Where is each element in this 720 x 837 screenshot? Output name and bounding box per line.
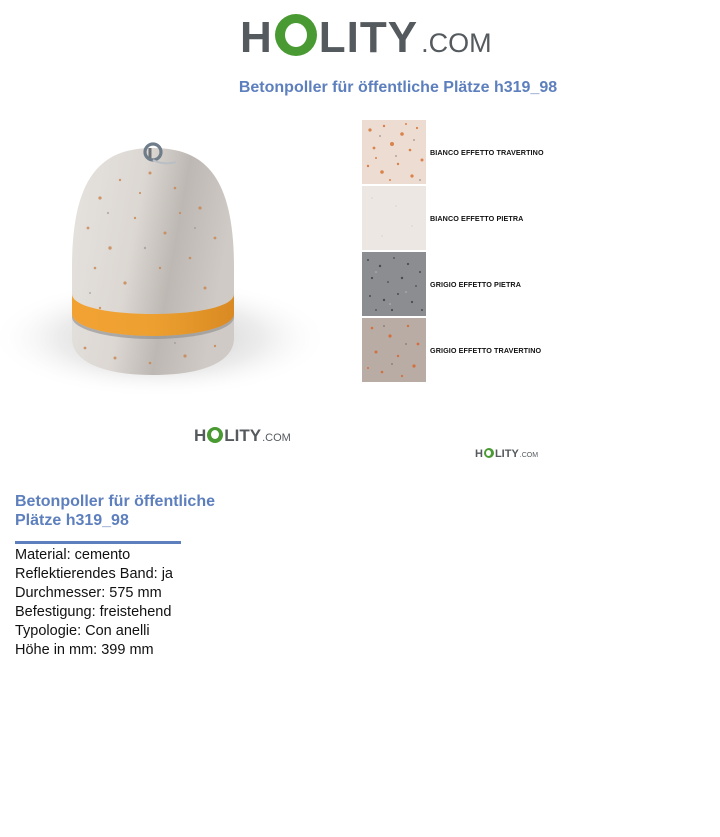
swatch-grigio-travertino[interactable]	[362, 318, 541, 382]
swatch-color-bianco-travertino	[362, 120, 426, 184]
tiny-o-mark-icon	[484, 448, 494, 458]
swatch-bianco-travertino[interactable]	[362, 120, 544, 184]
spec-height: Höhe in mm: 399 mm	[15, 642, 154, 658]
swatch-label: GRIGIO EFFETTO TRAVERTINO	[430, 345, 542, 355]
product-title	[15, 492, 245, 530]
watermark-o-mark-icon	[207, 427, 223, 443]
swatch-label: GRIGIO EFFETTO PIETRA	[430, 279, 522, 289]
swatch-label: BIANCO EFFETTO TRAVERTINO	[430, 147, 544, 157]
spec-diameter: Durchmesser: 575 mm	[15, 585, 162, 601]
logo-text-com: .COM	[421, 28, 492, 58]
swatch-bianco-pietra[interactable]	[362, 186, 523, 250]
swatch-color-grigio-travertino	[362, 318, 426, 382]
swatch-grigio-pietra[interactable]	[362, 252, 521, 316]
swatch-label: BIANCO EFFETTO PIETRA	[430, 213, 524, 223]
spec-reflective-band: Reflektierendes Band: ja	[15, 566, 173, 582]
product-title-line-1: Betonpoller für öffentliche	[15, 493, 215, 510]
logo-text-lity: LITY	[318, 13, 419, 62]
product-title-line-2: Plätze h319_98	[15, 512, 129, 529]
swatch-color-bianco-pietra	[362, 186, 426, 250]
page-title: Betonpoller für öffentliche Plätze h319_98	[238, 79, 558, 96]
spec-material: Material: cemento	[15, 547, 131, 563]
product-image	[0, 118, 325, 463]
spec-typology: Typologie: Con anelli	[15, 623, 150, 639]
finish-swatch-panel	[340, 118, 550, 468]
bollard-illustration	[0, 118, 325, 463]
swatch-panel-watermark-logo: H LITY .COM	[475, 448, 539, 460]
logo-o-mark-icon	[275, 14, 317, 56]
product-spec-list	[15, 546, 173, 660]
spec-mounting: Befestigung: freistehend	[15, 604, 172, 620]
product-image-watermark-logo: H LITY .COM	[194, 426, 291, 445]
holity-logo[interactable]	[240, 10, 492, 63]
title-divider	[15, 541, 181, 544]
logo-text-h: H	[240, 13, 273, 62]
swatch-color-grigio-pietra	[362, 252, 426, 316]
